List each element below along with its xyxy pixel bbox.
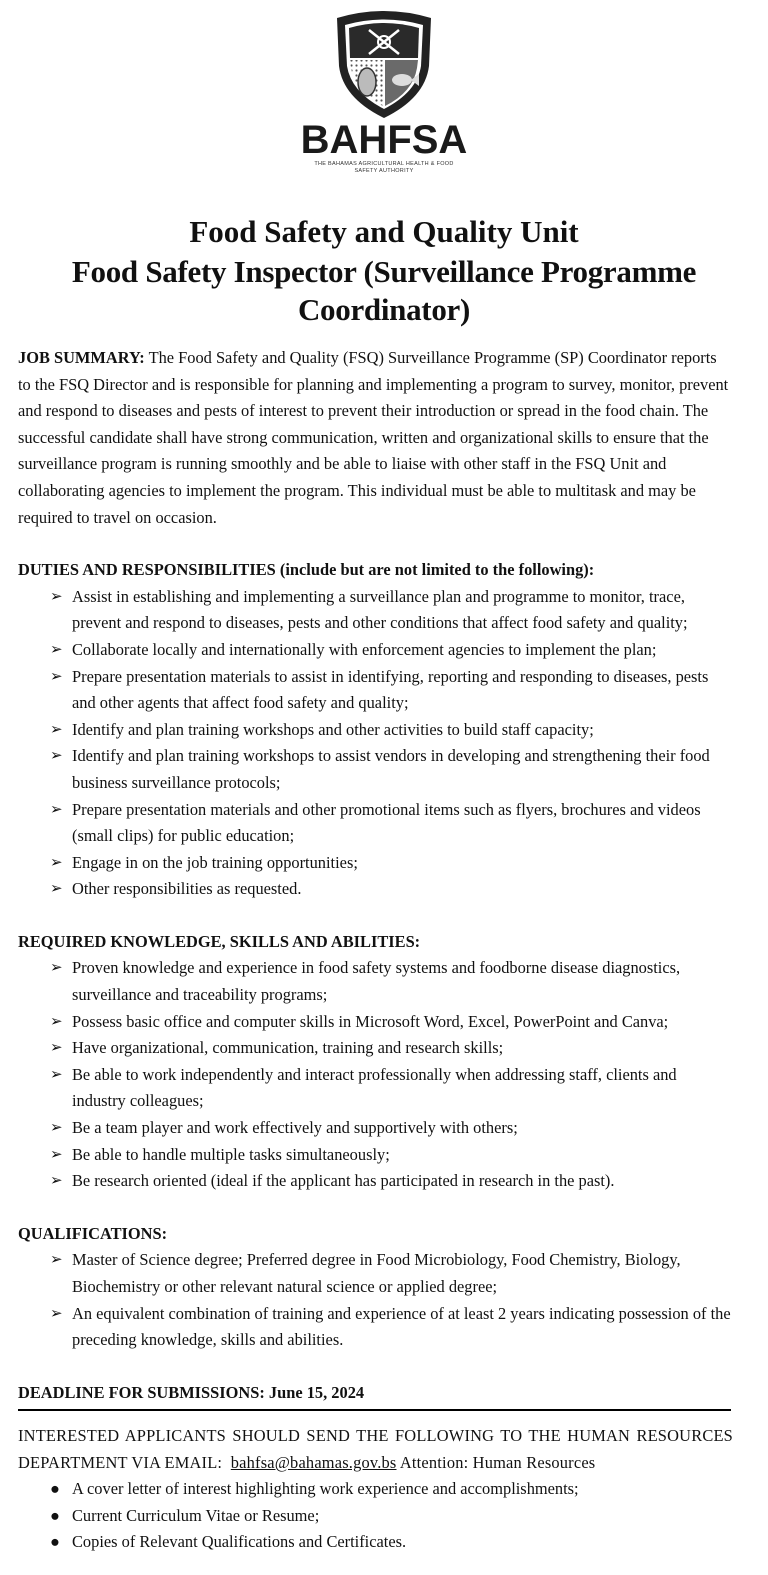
duties-list: [18, 584, 733, 903]
list-item: ➢ Master of Science degree; Preferred degree in Food Microbiology, Food Chemistry, Biology, Biochemistry or other relevant natural science or applied degree;: [50, 1247, 733, 1300]
arrow-bullet-icon: ➢: [50, 801, 63, 818]
deadline-text: DEADLINE FOR SUBMISSIONS: June 15, 2024: [18, 1382, 365, 1402]
arrow-bullet-icon: ➢: [50, 641, 63, 658]
job-summary-text: The Food Safety and Quality (FSQ) Surveillance Programme (SP) Coordinator reports to the FSQ Director and is responsible for planning and implementing a program to survey, monitor, prevent and respond to diseases and pests of interest to prevent their introduction or spread in the food chain. The successful candidate shall have strong communication, written and organizational skills to ensure that the surveillance program is running smoothly and be able to liaise with other staff in the FSQ Unit and collaborating agencies to implement the program. This individual must be able to multitask and may be required to travel on occasion.: [18, 348, 729, 527]
arrow-bullet-icon: ➢: [50, 1040, 63, 1057]
bahfsa-logo: [0, 8, 768, 175]
logo-wordmark: BAHFSA: [300, 118, 468, 162]
qualifications-section: [18, 1221, 733, 1354]
list-item: ➢ An equivalent combination of training and experience of at least 2 years indicating possession of the preceding knowledge, skills and abilities.: [50, 1301, 733, 1354]
unit-title: Food Safety and Quality Unit: [189, 214, 579, 249]
list-item: ➢ Other responsibilities as requested.: [50, 876, 733, 903]
arrow-bullet-icon: ➢: [50, 1066, 63, 1083]
logo-subtitle: THE BAHAMAS AGRICULTURAL HEALTH & FOOD SAFETY AUTHORITY: [314, 161, 454, 174]
arrow-bullet-icon: ➢: [50, 881, 63, 898]
arrow-bullet-icon: ➢: [50, 1120, 63, 1137]
arrow-bullet-icon: ➢: [50, 1146, 63, 1163]
duties-section: [18, 557, 733, 903]
list-item: ➢ Be research oriented (ideal if the applicant has participated in research in the past).: [50, 1168, 733, 1195]
divider: [18, 1409, 731, 1411]
knowledge-list: [18, 955, 733, 1194]
list-item: ● Current Curriculum Vitae or Resume;: [50, 1503, 733, 1530]
arrow-bullet-icon: ➢: [50, 960, 63, 977]
arrow-bullet-icon: ➢: [50, 588, 63, 605]
shield-crest-icon: [329, 8, 439, 120]
list-item: ➢ Assist in establishing and implementing a surveillance plan and programme to monitor, trace, prevent and respond to diseases, pests and other conditions that affect food safety and quality;: [50, 584, 733, 637]
arrow-bullet-icon: ➢: [50, 1173, 63, 1190]
job-summary-label: JOB SUMMARY:: [18, 348, 145, 367]
knowledge-section: [18, 929, 733, 1195]
posting-body: [18, 345, 733, 1406]
qualifications-list: [18, 1247, 733, 1353]
application-intro: INTERESTED APPLICANTS SHOULD SEND THE FOLLOWING TO THE HUMAN RESOURCES DEPARTMENT VIA EMAIL: bahfsa@bahamas.gov.bs Attention: Human Resources: [18, 1426, 733, 1472]
bullet-dot-icon: ●: [50, 1479, 60, 1499]
arrow-bullet-icon: ➢: [50, 854, 63, 871]
duties-heading: DUTIES AND RESPONSIBILITIES (include but are not limited to the following):: [18, 560, 595, 580]
list-item: ➢ Prepare presentation materials and other promotional items such as flyers, brochures and videos (small clips) for public education;: [50, 797, 733, 850]
list-item: ➢ Identify and plan training workshops to assist vendors in developing and strengthening their food business surveillance protocols;: [50, 743, 733, 796]
email-link[interactable]: bahfsa@bahamas.gov.bs: [230, 1452, 397, 1472]
list-item: ➢ Prepare presentation materials to assist in identifying, reporting and responding to diseases, pests and other agents that affect food safety and quality;: [50, 664, 733, 717]
list-item: ➢ Have organizational, communication, training and research skills;: [50, 1035, 733, 1062]
position-title: Food Safety Inspector (Surveillance Programme Coordinator): [71, 254, 697, 327]
bullet-dot-icon: ●: [50, 1532, 60, 1552]
list-item: ➢ Be able to work independently and interact professionally when addressing staff, clients and industry colleagues;: [50, 1062, 733, 1115]
list-item: ➢ Be able to handle multiple tasks simultaneously;: [50, 1142, 733, 1169]
knowledge-heading: REQUIRED KNOWLEDGE, SKILLS AND ABILITIES:: [18, 931, 421, 951]
arrow-bullet-icon: ➢: [50, 1013, 63, 1030]
list-item: ● A cover letter of interest highlighting work experience and accomplishments;: [50, 1476, 733, 1503]
list-item: ➢ Engage in on the job training opportunities;: [50, 850, 733, 877]
list-item: ● Copies of Relevant Qualifications and Certificates.: [50, 1529, 733, 1556]
title-block: [0, 214, 768, 329]
job-summary: [18, 345, 733, 531]
bullet-dot-icon: ●: [50, 1505, 60, 1525]
arrow-bullet-icon: ➢: [50, 721, 63, 738]
attention-text: Attention: Human Resources: [396, 1452, 596, 1472]
list-item: ➢ Proven knowledge and experience in food safety systems and foodborne disease diagnostics, surveillance and traceability programs;: [50, 955, 733, 1008]
list-item: ➢ Collaborate locally and internationally with enforcement agencies to implement the plan;: [50, 637, 733, 664]
deadline-section: [18, 1380, 733, 1407]
arrow-bullet-icon: ➢: [50, 748, 63, 765]
list-item: ➢ Identify and plan training workshops and other activities to build staff capacity;: [50, 717, 733, 744]
arrow-bullet-icon: ➢: [50, 1252, 63, 1269]
application-instructions: [18, 1423, 733, 1556]
list-item: ➢ Possess basic office and computer skills in Microsoft Word, Excel, PowerPoint and Canva;: [50, 1009, 733, 1036]
list-item: ➢ Be a team player and work effectively and supportively with others;: [50, 1115, 733, 1142]
arrow-bullet-icon: ➢: [50, 1305, 63, 1322]
application-requirements-list: [18, 1476, 733, 1556]
arrow-bullet-icon: ➢: [50, 668, 63, 685]
qualifications-heading: QUALIFICATIONS:: [18, 1223, 168, 1243]
